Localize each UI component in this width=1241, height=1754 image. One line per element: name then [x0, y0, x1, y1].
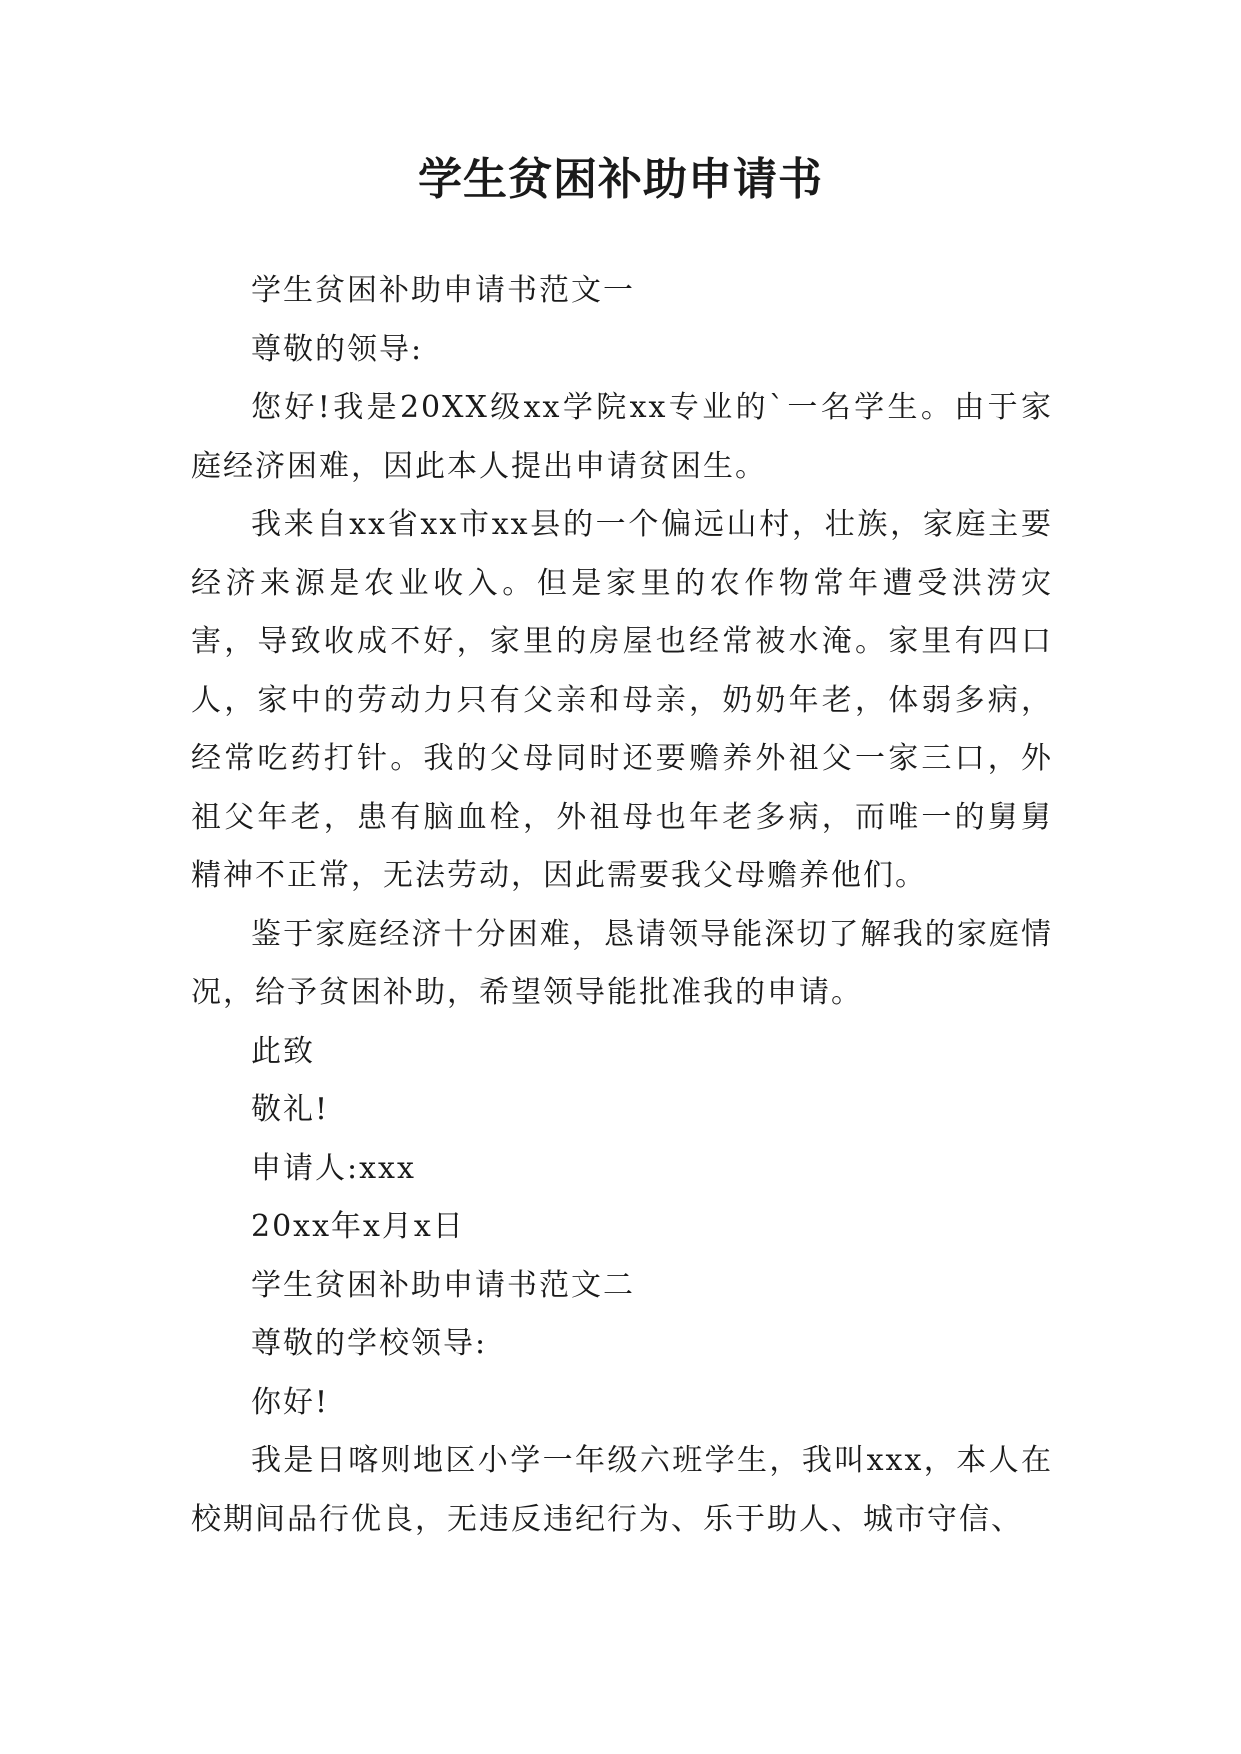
- paragraph-family-situation: 我来自xx省xx市xx县的一个偏远山村，壮族，家庭主要经济来源是农业收入。但是家里的农作物常年遭受洪涝灾害，导致收成不好，家里的房屋也经常被水淹。家里有四口人，家中的劳动力只有父亲和母亲，奶奶年老，体弱多病，经常吃药打针。我的父母同时还要赡养外祖父一家三口，外祖父年老，患有脑血栓，外祖母也年老多病，而唯一的舅舅精神不正常，无法劳动，因此需要我父母赡养他们。: [191, 507, 1053, 893]
- salutation: 尊敬的领导:: [251, 331, 424, 367]
- letter-date: 20xx年x月x日: [251, 1209, 465, 1244]
- salutation-2: 尊敬的学校领导:: [251, 1326, 488, 1361]
- document-title: 学生贫困补助申请书: [418, 154, 823, 205]
- document-body: [191, 262, 1053, 1549]
- section-heading-2: 学生贫困补助申请书范文二: [251, 1267, 635, 1303]
- closing-line: 此致: [251, 1033, 315, 1069]
- section-heading-1: 学生贫困补助申请书范文一: [251, 273, 635, 308]
- paragraph-intro: 您好!我是20XX级xx学院xx专业的`一名学生。由于家庭经济困难，因此本人提出申请贫困生。: [191, 390, 1053, 484]
- applicant-signature: 申请人:xxx: [251, 1150, 416, 1186]
- closing-regards: 敬礼!: [251, 1092, 330, 1127]
- paragraph-self-intro: 我是日喀则地区小学一年级六班学生，我叫xxx，本人在校期间品行优良，无违反违纪行为、乐于助人、城市守信、: [191, 1443, 1053, 1537]
- paragraph-request: 鉴于家庭经济十分困难，恳请领导能深切了解我的家庭情况，给予贫困补助，希望领导能批准我的申请。: [191, 916, 1053, 1010]
- greeting-2: 你好!: [251, 1384, 330, 1420]
